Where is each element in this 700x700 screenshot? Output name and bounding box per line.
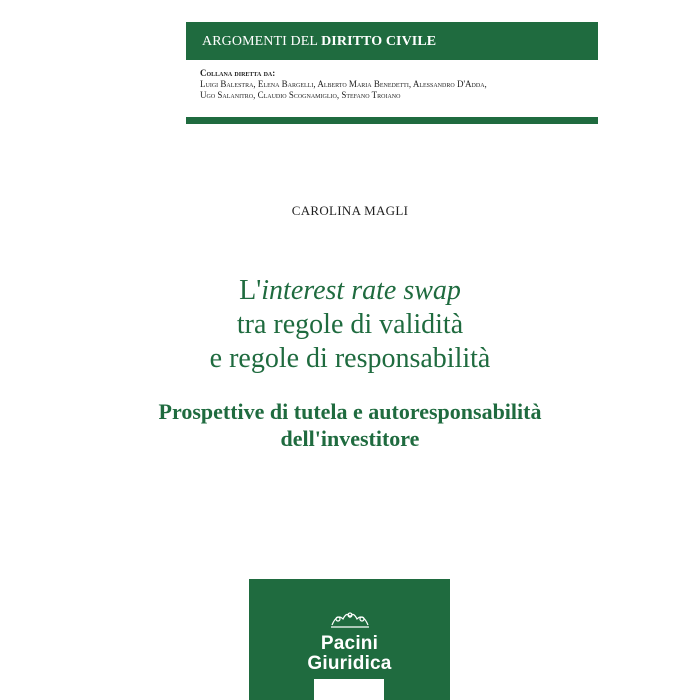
subtitle-line-2: dell'investitore	[280, 426, 420, 451]
book-subtitle	[0, 398, 700, 452]
editors-line-1: Luigi Balestra, Elena Bargelli, Alberto Maria Benedetti, Alessandro D'Adda,	[200, 79, 487, 89]
book-title	[0, 274, 700, 376]
series-name-regular: ARGOMENTI DEL	[202, 34, 322, 49]
publisher-name-line-1: Pacini	[320, 633, 379, 654]
series-header-band	[186, 22, 598, 60]
title-line-3: e regole di responsabilità	[209, 343, 491, 374]
publisher-name	[249, 634, 450, 674]
series-editors	[200, 68, 590, 101]
title-line-2: tra regole di validità	[236, 309, 464, 340]
series-name-bold: DIRITTO CIVILE	[321, 34, 437, 49]
publisher-emblem-icon	[329, 607, 371, 629]
title-prefix: L'	[239, 275, 262, 306]
publisher-logo-block	[249, 579, 450, 700]
title-line-1	[0, 274, 700, 308]
publisher-white-strip	[314, 679, 384, 700]
editors-heading: Collana diretta da:	[200, 68, 276, 78]
author-name: CAROLINA MAGLI	[291, 203, 409, 218]
series-divider-bar	[186, 117, 598, 124]
title-italic: interest rate swap	[261, 275, 461, 306]
subtitle-line-1: Prospettive di tutela e autoresponsabilità	[158, 399, 542, 424]
publisher-name-line-2: Giuridica	[307, 653, 392, 674]
editors-line-2: Ugo Salanitro, Claudio Scognamiglio, Stefano Troiano	[200, 90, 401, 100]
